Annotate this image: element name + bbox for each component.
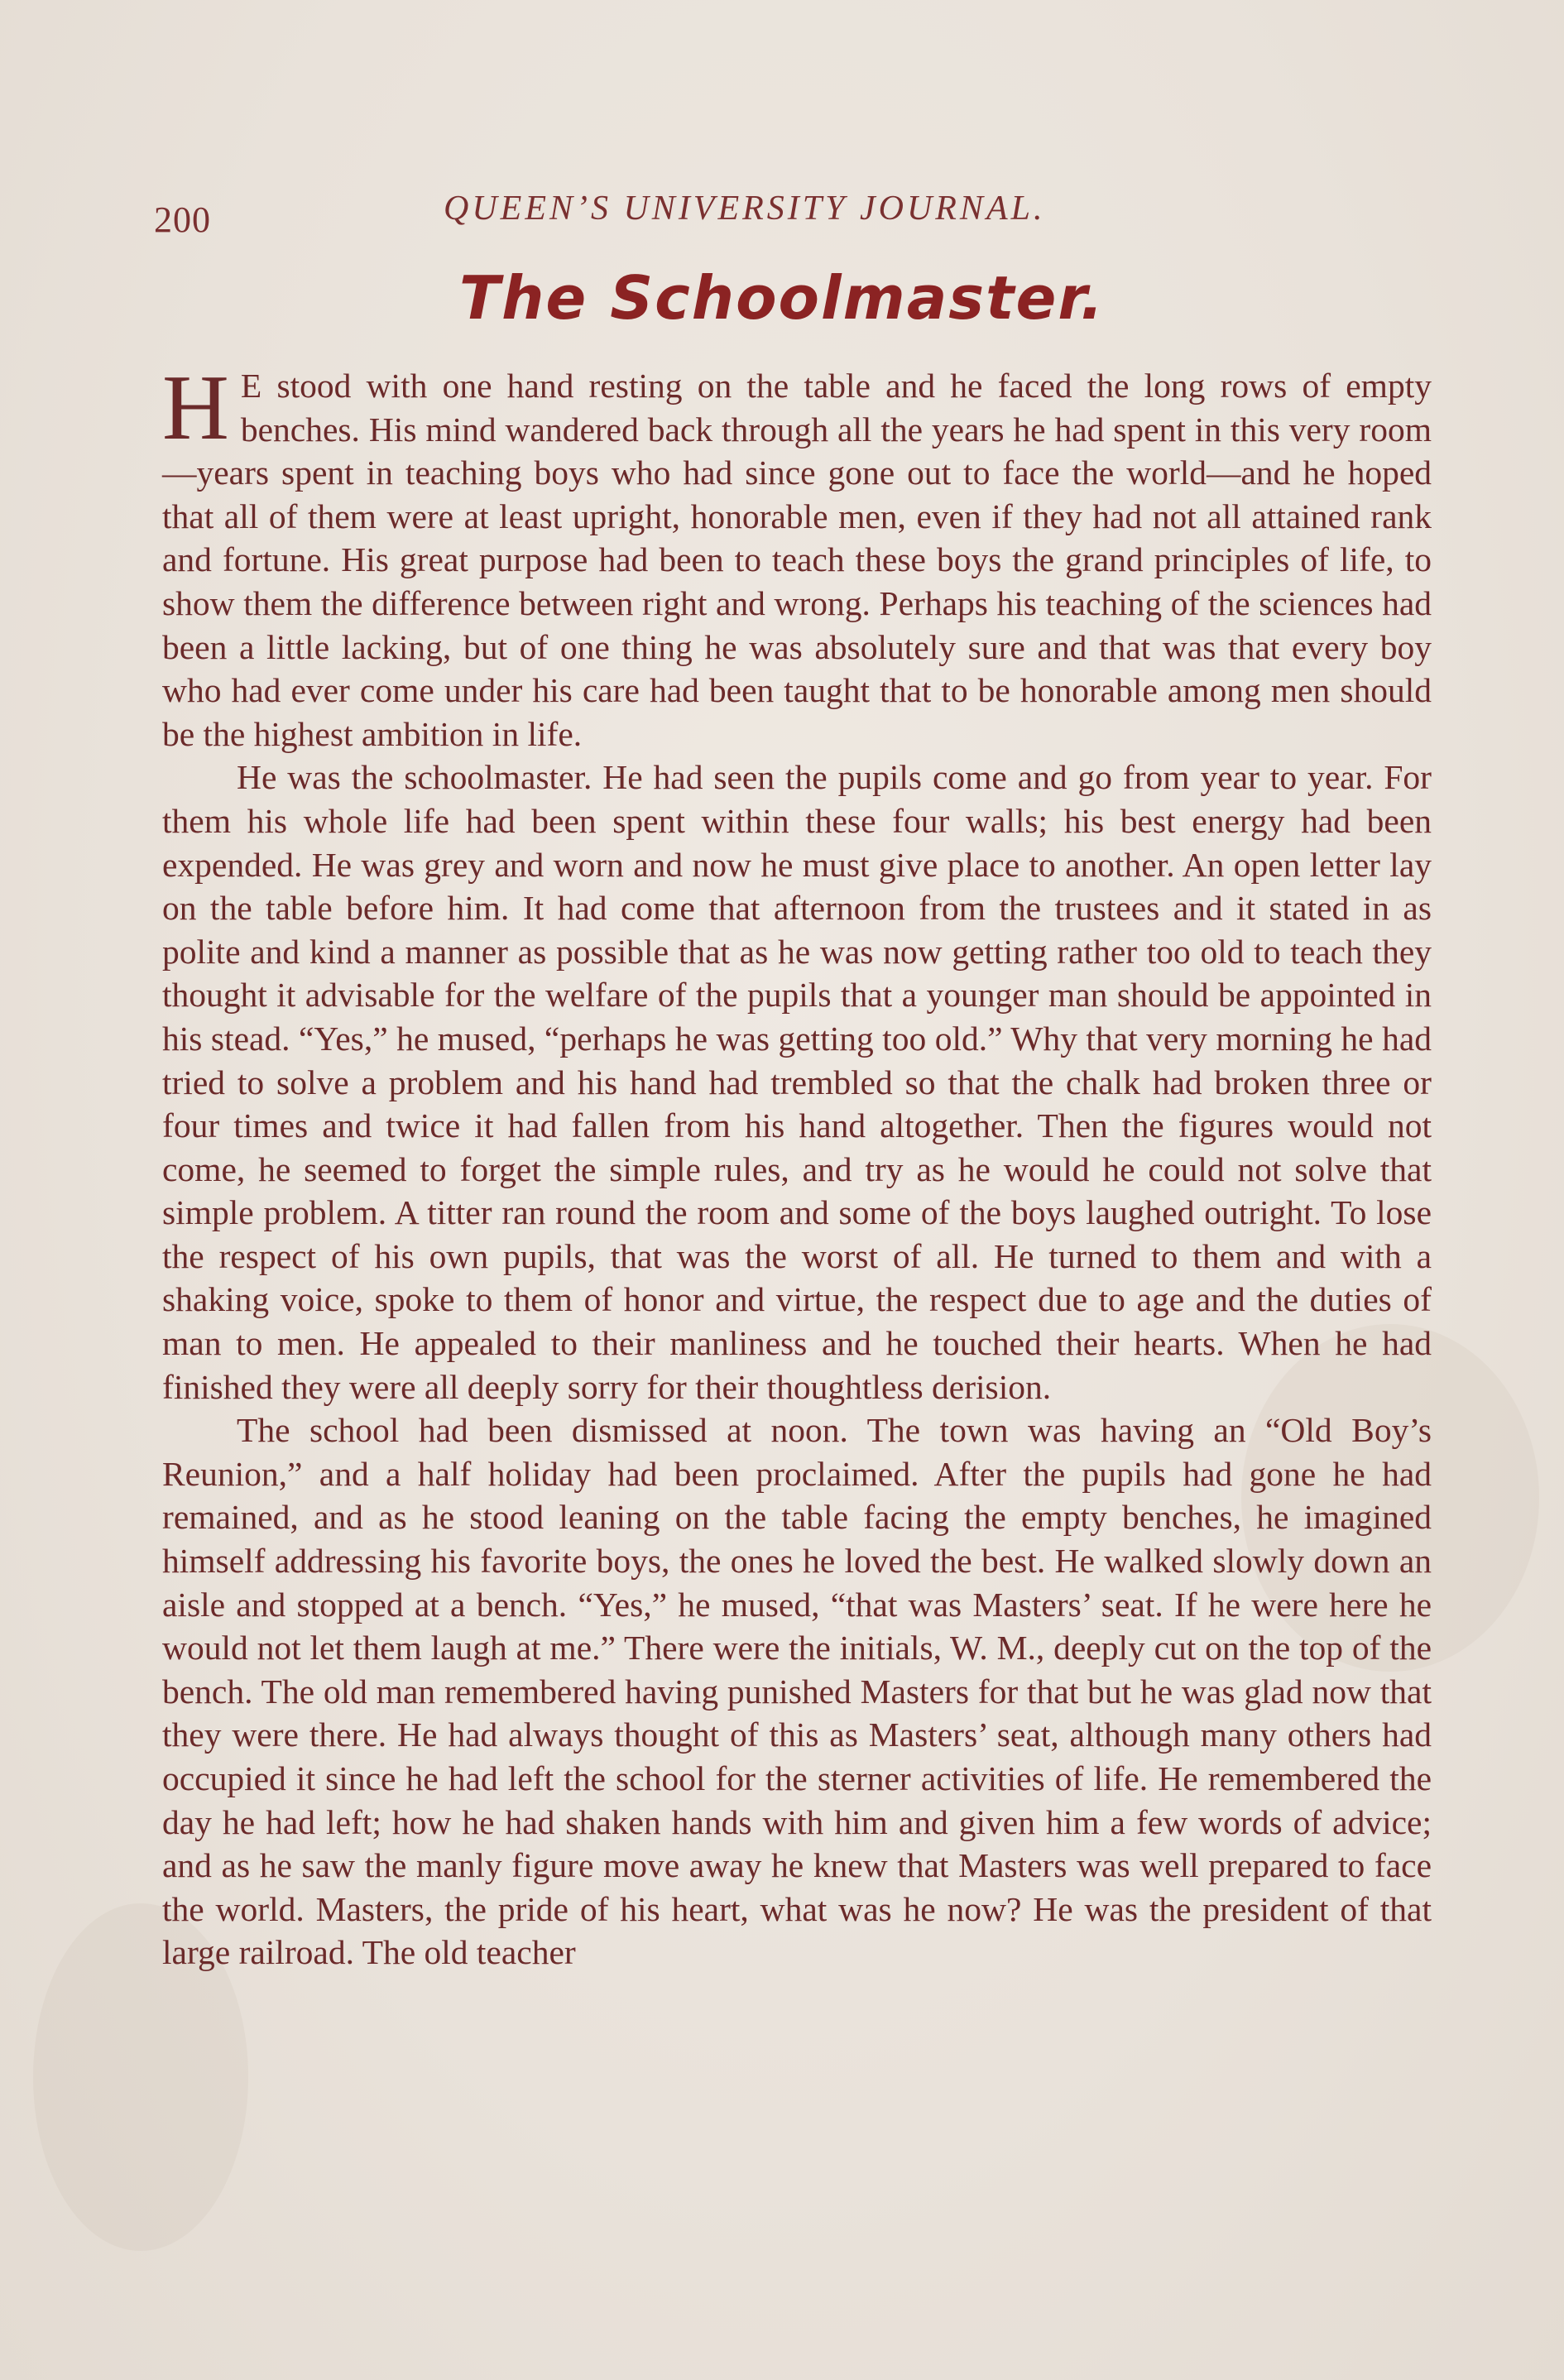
- drop-cap: H: [162, 357, 229, 459]
- article-body: [162, 357, 1432, 1975]
- page-number: 200: [154, 199, 211, 240]
- journal-title: QUEEN’S UNIVERSITY JOURNAL.: [444, 190, 1046, 228]
- paragraph-text: E stood with one hand resting on the table and he faced the long rows of empty benches. His mind wandered back through all the years he had spent in this very room—years spent in teaching boys who had since gone out to face the world—and he hoped that all of them were at least upright, honorable men, even if they had not all attained rank and fortune. His great purpose had been to teach these boys the grand principles of life, to show them the difference between right and wrong. Perhaps his teaching of the sciences had been a little lacking, but of one thing he was absolutely sure and that was that every boy who had ever come under his care had been taught that to be honorable among men should be the highest ambition in life.: [162, 367, 1432, 753]
- paragraph: [162, 357, 1432, 756]
- article-title: The Schoolmaster.: [459, 263, 1105, 333]
- page-header: [154, 189, 1428, 247]
- paragraph: He was the schoolmaster. He had seen the pupils come and go from year to year. For them his whole life had been spent within these four walls; his best energy had been expended. He was grey and worn and now he must give place to another. An open letter lay on the table before him. It had come that afternoon from the trustees and it stated in as polite and kind a manner as possible that as he was now getting rather too old to teach they thought it advisable for the welfare of the pupils that a younger man should be appointed in his stead. “Yes,” he mused, “perhaps he was getting too old.” Why that very morning he had tried to solve a problem and his hand had trembled so that the chalk had broken three or four times and twice it had fallen from his hand altogether. Then the figures would not come, he seemed to forget the simple rules, and try as he would he could not solve that simple problem. A titter ran round the room and some of the boys laughed outright. To lose the respect of his own pupils, that was the worst of all. He turned to them and with a shaking voice, spoke to them of honor and virtue, the respect due to age and the duties of man to men. He appealed to their manliness and he touched their hearts. When he had finished they were all deeply sorry for their thoughtless derision.: [162, 758, 1432, 1406]
- paragraph: The school had been dismissed at noon. The town was having an “Old Boy’s Reunion,” and a half holiday had been proclaimed. After the pupils had gone he had remained, and as he stood leaning on the table facing the empty benches, he imagined himself addressing his favorite boys, the ones he loved the best. He walked slowly down an aisle and stopped at a bench. “Yes,” he mused, “that was Masters’ seat. If he were here he would not let them laugh at me.” There were the initials, W. M., deeply cut on the top of the bench. The old man remembered having punished Masters for that but he was glad now that they were there. He had always thought of this as Masters’ seat, although many others had occupied it since he had left the school for the sterner activities of life. He remembered the day he had left; how he had shaken hands with him and given him a few words of advice; and as he saw the manly figure move away he knew that Masters was well prepared to face the world. Masters, the pride of his heart, what was he now? He was the president of that large railroad. The old teacher: [162, 1411, 1432, 1972]
